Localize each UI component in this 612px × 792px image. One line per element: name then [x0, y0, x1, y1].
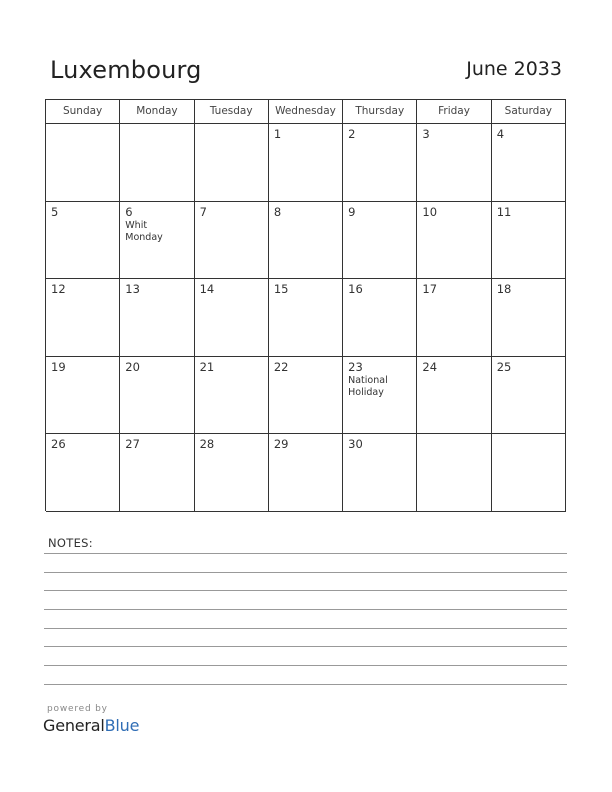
day-cell[interactable]: [417, 124, 491, 202]
day-number: 19: [51, 359, 66, 374]
holiday-label: Monday: [125, 231, 163, 243]
day-number: 10: [422, 204, 438, 219]
week-row: [46, 357, 566, 435]
day-cell[interactable]: [343, 202, 417, 280]
brand-general: General: [43, 716, 105, 735]
day-cell[interactable]: [195, 434, 269, 512]
day-cell[interactable]: [120, 434, 194, 512]
day-number: 5: [51, 204, 59, 219]
day-cell[interactable]: [46, 124, 120, 202]
powered-by-text: powered by: [47, 704, 108, 714]
weekday-header: Sunday: [46, 100, 120, 124]
day-cell[interactable]: [492, 124, 566, 202]
day-cell[interactable]: [195, 124, 269, 202]
day-number: 7: [199, 204, 207, 219]
day-number: 25: [496, 359, 512, 374]
day-number: 8: [273, 204, 282, 219]
day-number: 12: [51, 282, 66, 297]
day-cell[interactable]: [269, 434, 343, 512]
day-cell[interactable]: [417, 357, 491, 435]
day-number: 6: [125, 204, 133, 219]
day-cell[interactable]: [195, 279, 269, 357]
calendar-grid: [45, 99, 566, 511]
week-row: [46, 434, 566, 512]
notes-label: NOTES:: [48, 536, 93, 550]
day-number: 14: [199, 282, 215, 297]
weekday-header: Wednesday: [269, 100, 343, 124]
day-cell[interactable]: [343, 124, 417, 202]
day-number: 13: [125, 282, 140, 297]
week-row: [46, 124, 566, 202]
weekday-header: Monday: [120, 100, 194, 124]
day-number: 27: [125, 437, 140, 452]
day-number: 26: [51, 437, 66, 452]
generalblue-logo[interactable]: [43, 716, 139, 736]
day-cell[interactable]: [269, 202, 343, 280]
day-number: 29: [273, 437, 289, 452]
day-number: 30: [348, 437, 363, 452]
week-row: [46, 202, 566, 280]
day-cell[interactable]: [120, 202, 194, 280]
weekday-header-row: [46, 100, 566, 124]
day-number: 20: [125, 359, 140, 374]
note-line: [44, 628, 567, 629]
day-number: 4: [496, 127, 505, 141]
day-cell[interactable]: [417, 434, 491, 512]
day-cell[interactable]: [343, 279, 417, 357]
day-cell[interactable]: [269, 279, 343, 357]
day-cell[interactable]: [46, 279, 120, 357]
day-number: 17: [422, 282, 438, 297]
day-cell[interactable]: [343, 357, 417, 435]
day-cell[interactable]: [492, 279, 566, 357]
day-cell[interactable]: [46, 202, 120, 280]
day-cell[interactable]: [46, 357, 120, 435]
day-cell[interactable]: [120, 279, 194, 357]
day-number: 2: [348, 127, 356, 141]
day-number: 23: [348, 359, 363, 374]
weekday-header: Friday: [417, 100, 491, 124]
note-line: [44, 665, 567, 666]
day-cell[interactable]: [46, 434, 120, 512]
calendar-weeks: [46, 124, 566, 512]
calendar-title: Luxembourg: [50, 56, 202, 84]
day-number: 9: [348, 204, 356, 219]
week-row: [46, 279, 566, 357]
day-cell[interactable]: [269, 124, 343, 202]
day-number: 11: [496, 204, 512, 219]
day-number: 28: [199, 437, 215, 452]
day-number: 16: [348, 282, 363, 297]
brand-blue: Blue: [104, 716, 140, 735]
note-line: [44, 590, 567, 591]
calendar-month-year: June 2033: [466, 58, 562, 80]
note-line: [44, 572, 567, 573]
day-cell[interactable]: [120, 124, 194, 202]
day-number: 24: [422, 359, 438, 374]
day-number: 18: [496, 282, 512, 297]
day-cell[interactable]: [269, 357, 343, 435]
note-line: [44, 609, 567, 610]
day-cell[interactable]: [120, 357, 194, 435]
day-number: 3: [422, 127, 430, 141]
day-number: 15: [273, 282, 289, 297]
note-line: [44, 646, 567, 647]
day-number: 22: [273, 359, 289, 374]
holiday-label: National: [348, 374, 388, 386]
day-cell[interactable]: [417, 279, 491, 357]
holiday-label: Holiday: [348, 386, 384, 398]
day-cell[interactable]: [195, 357, 269, 435]
note-line: [44, 553, 567, 554]
day-cell[interactable]: [195, 202, 269, 280]
day-cell[interactable]: [417, 202, 491, 280]
day-cell[interactable]: [492, 202, 566, 280]
day-number: 1: [273, 127, 282, 141]
day-number: 21: [199, 359, 215, 374]
weekday-header: Thursday: [343, 100, 417, 124]
holiday-label: Whit: [125, 219, 148, 231]
day-cell[interactable]: [492, 434, 566, 512]
weekday-header: Tuesday: [195, 100, 269, 124]
note-line: [44, 684, 567, 685]
weekday-header: Saturday: [492, 100, 566, 124]
day-cell[interactable]: [492, 357, 566, 435]
day-cell[interactable]: [343, 434, 417, 512]
